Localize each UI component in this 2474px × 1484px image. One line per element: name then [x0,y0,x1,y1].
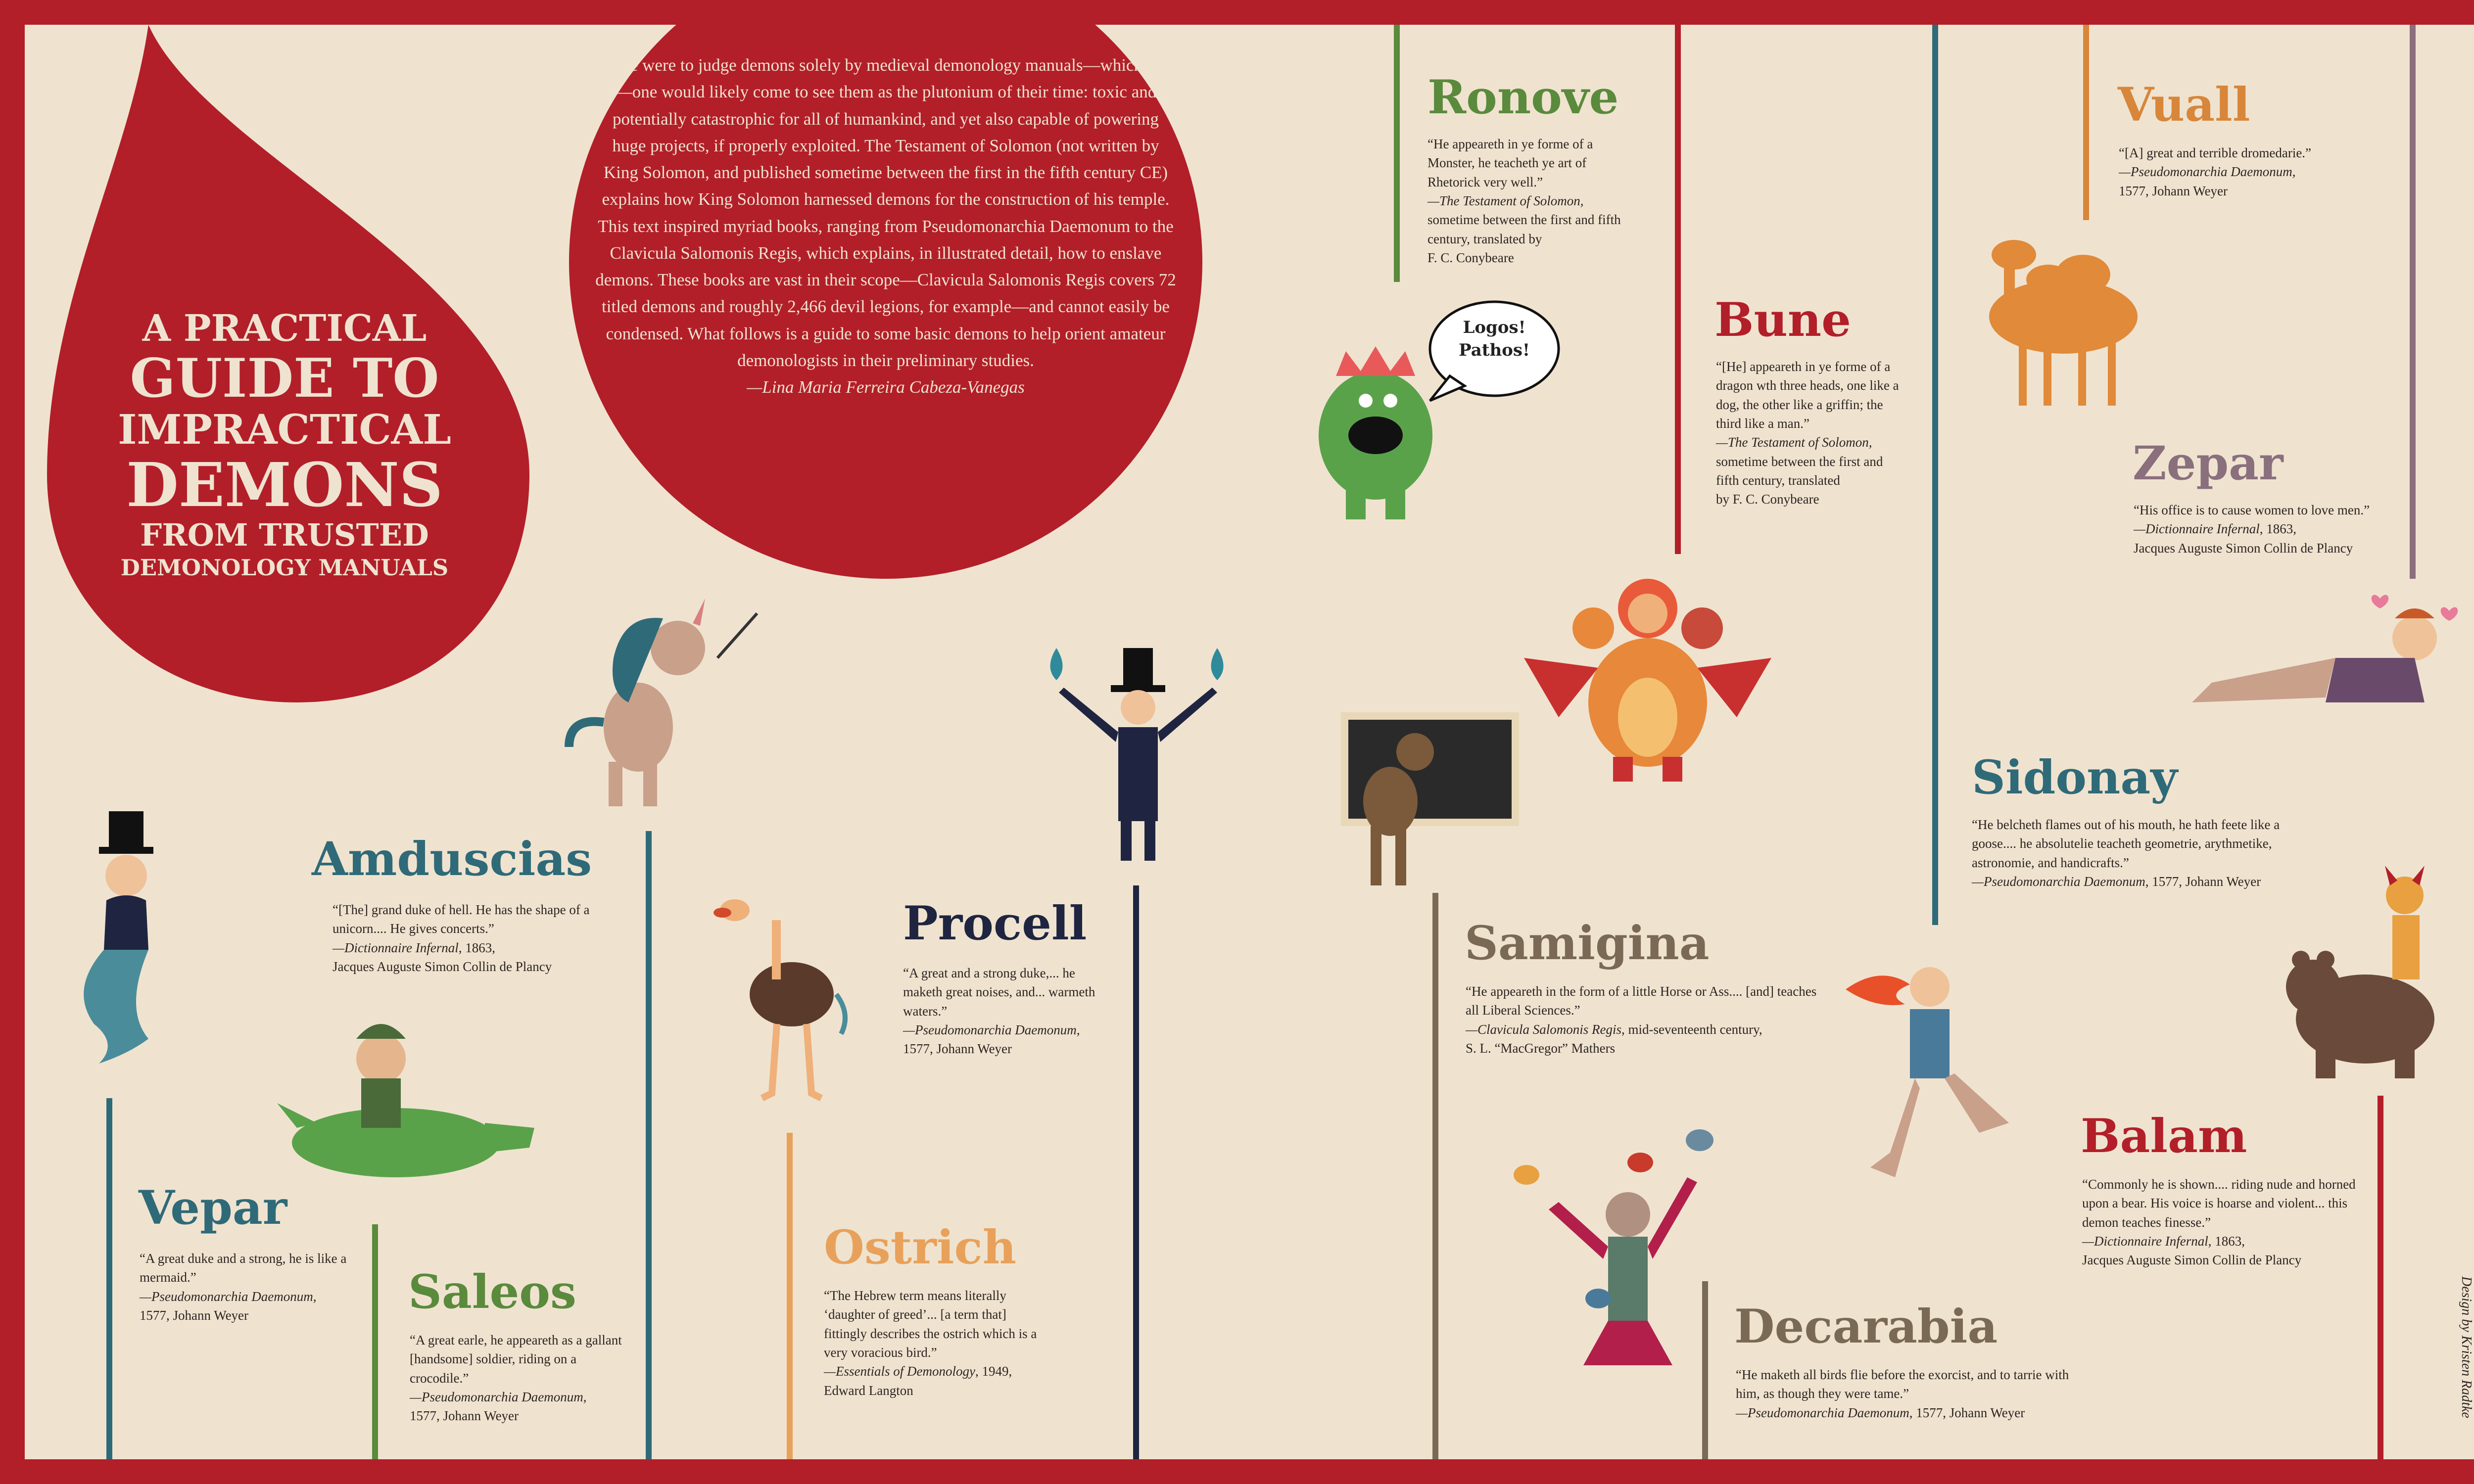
balam-bear-illustration [2286,866,2434,1078]
source-zepar: —Dictionnaire Infernal [2134,521,2260,537]
source-line-amduscias [333,940,495,955]
quote-ronove: “He appeareth in ye forme of a Monster, he teacheth ye art of Rhetorick very well.” [1427,137,1593,189]
zepar-lounging-illustration [2192,595,2458,702]
quote-vepar: “A great duke and a strong, he is like a mermaid.” [140,1251,347,1285]
vuall-camel-illustration [1989,240,2138,406]
demon-desc-zepar [2134,501,2411,557]
demon-name-ronove: Ronove [1427,70,1619,125]
design-credit: Design by Kristen Radtke [2459,1276,2474,1418]
ostrich-illustration [714,899,845,1098]
year-amduscias: , 1863, [458,940,495,955]
speech-line-2: Pathos! [1459,340,1530,360]
demon-desc-ostrich [824,1286,1051,1400]
quote-amduscias: “[The] grand duke of hell. He has the shape of a unicorn.... He gives concerts.” [333,902,590,936]
quote-vuall: “[A] great and terrible dromedarie.” [2119,145,2312,160]
author-samigina: S. L. “MacGregor” Mathers [1466,1040,1616,1056]
demon-desc-decarabia [1736,1365,2072,1422]
demon-name-amduscias: Amduscias [312,832,592,886]
demon-desc-procell [903,964,1116,1059]
author-ostrich: Edward Langton [824,1383,913,1398]
intro-author: —Lina Maria Ferreira Cabeza-Vanegas [747,377,1025,397]
intro-paragraph: If one were to judge demons solely by medieval demonology manuals—which I do—one would likely come to see them as the plutonium of their time: toxic and potentially catastrophic for all of humankind, and yet also capable of powering huge projects, if properly exploited. The Testament of Solomon (not written by King Solomon, and published sometime between the first in the fifth century CE) explains how King Solomon harnessed demons for the construction of his temple. This text inspired myriad books, ranging from Pseudomonarchia Daemonum to the Clavicula Salomonis Regis, which explains, in illustrated detail, how to enslave demons. These books are vast in their scope—Clavicula Salomonis Regis covers 72 titled demons and roughly 2,466 devil legions, for example—and cannot easily be condensed. What follows is a guide to some basic demons to help orient amateur demonologists in their preliminary studies. [595,55,1176,370]
source-line-balam [2082,1234,2245,1249]
source-ronove: —The Testament of Solomon, [1427,193,1584,208]
author-zepar: Jacques Auguste Simon Collin de Plancy [2134,540,2353,556]
year-ronove: sometime between the first and fifth century, translated by [1427,212,1621,246]
quote-balam: “Commonly he is shown.... riding nude and horned upon a bear. His voice is hoarse and violent... this demon teaches finesse.” [2082,1177,2356,1230]
source-procell: —Pseudomonarchia Daemonum, [903,1022,1080,1037]
author-ronove: F. C. Conybeare [1427,250,1514,265]
title-line-6: DEMONOLOGY MANUALS [120,554,449,581]
demon-desc-vepar [140,1249,347,1325]
title-line-2: GUIDE TO [130,347,439,410]
demon-desc-vuall [2119,143,2356,200]
source-samigina: —Clavicula Salomonis Regis [1466,1021,1621,1037]
year-procell: 1577, Johann Weyer [903,1041,1012,1057]
procell-illustration [1050,648,1224,861]
source-line-sidonay [1972,874,2261,889]
demon-name-sidonay: Sidonay [1972,750,2178,805]
demon-desc-bune [1716,357,1904,509]
source-amduscias: —Dictionnaire Infernal [333,940,459,955]
title-line-4: DEMONS [126,449,443,521]
bune-dragon-illustration [1524,579,1771,782]
source-decarabia: —Pseudomonarchia Daemonum [1736,1405,1909,1420]
quote-bune: “[He] appeareth in ye forme of a dragon wth three heads, one like a dog, the other like a griffin; the third like a man.” [1716,359,1899,431]
source-vepar: —Pseudomonarchia Daemonum, [140,1289,317,1304]
demon-desc-balam [2082,1175,2359,1270]
source-line-zepar [2134,521,2296,536]
demon-desc-ronove [1427,135,1640,267]
samigina-chalkboard-illustration [1341,712,1519,885]
demon-desc-amduscias [333,900,619,976]
demon-desc-samigina [1466,982,1827,1058]
year-zepar: , 1863, [2259,521,2296,537]
source-saleos: —Pseudomonarchia Daemonum, [410,1389,587,1404]
year-sidonay: , 1577, Johann Weyer [2145,874,2261,889]
demon-name-decarabia: Decarabia [1734,1299,1998,1354]
source-sidonay: —Pseudomonarchia Daemonum [1972,874,2145,889]
speech-bubble [1445,317,1544,362]
quote-procell: “A great and a strong duke,... he maketh great noises, and... warmeth waters.” [903,966,1095,1019]
year-bune: sometime between the first and fifth century, translated [1716,454,1883,488]
year-balam: , 1863, [2208,1233,2245,1249]
saleos-crocodile-illustration [277,1024,534,1177]
demon-name-bune: Bune [1714,293,1851,347]
source-vuall: —Pseudomonarchia Daemonum, [2119,164,2296,180]
demon-desc-sidonay [1972,815,2318,891]
source-line-samigina [1466,1022,1762,1037]
source-ostrich: —Essentials of Demonology [824,1364,975,1379]
year-vuall: 1577, Johann Weyer [2119,183,2228,198]
demon-name-zepar: Zepar [2133,436,2284,491]
author-amduscias: Jacques Auguste Simon Collin de Plancy [333,959,552,974]
year-ostrich: , 1949, [975,1364,1012,1379]
demon-name-samigina: Samigina [1465,916,1710,971]
quote-saleos: “A great earle, he appeareth as a gallant [handsome] soldier, riding on a crocodile.” [410,1333,622,1386]
author-bune: by F. C. Conybeare [1716,492,1819,507]
demon-name-saleos: Saleos [408,1265,576,1319]
demon-desc-saleos [410,1331,622,1426]
quote-ostrich: “The Hebrew term means literally ‘daughter of greed’... [a term that] fittingly describes the ostrich which is a very voracious bird.” [824,1288,1037,1360]
year-saleos: 1577, Johann Weyer [410,1408,519,1424]
title-line-1: A PRACTICAL [142,307,427,350]
demon-name-vepar: Vepar [139,1181,287,1235]
source-bune: —The Testament of Solomon, [1716,435,1872,450]
quote-samigina: “He appeareth in the form of a little Horse or Ass.... [and] teaches all Liberal Sciences.” [1466,984,1817,1018]
speech-line-1: Logos! [1463,318,1526,337]
quote-sidonay: “He belcheth flames out of his mouth, he hath feete like a goose.... he absolutelie teacheth geometrie, arythmetike, astronomie, and handicrafts.” [1972,817,2280,870]
ronove-monster-illustration [1319,346,1432,519]
decarabia-illustration [1514,1129,1713,1365]
demon-name-vuall: Vuall [2118,78,2250,132]
demon-name-procell: Procell [903,896,1087,951]
quote-decarabia: “He maketh all birds flie before the exorcist, and to tarrie with him, as though they were tame.” [1736,1367,2069,1401]
year-vepar: 1577, Johann Weyer [140,1307,249,1323]
source-balam: —Dictionnaire Infernal [2082,1233,2208,1249]
source-line-decarabia [1736,1405,2025,1420]
title-line-5: FROM TRUSTED [140,516,429,553]
quote-zepar: “His office is to cause women to love men.” [2134,503,2370,517]
author-balam: Jacques Auguste Simon Collin de Plancy [2082,1252,2302,1268]
vepar-mermaid-illustration [84,811,153,1064]
year-decarabia: , 1577, Johann Weyer [1909,1405,2025,1420]
title-line-3: IMPRACTICAL [118,406,451,454]
amduscias-unicorn-illustration [569,599,757,806]
source-line-ostrich [824,1364,1012,1379]
demon-name-ostrich: Ostrich [824,1220,1017,1275]
year-samigina: , mid-seventeenth century, [1621,1021,1762,1037]
sidonay-fire-illustration [1846,967,2009,1177]
demon-name-balam: Balam [2081,1109,2247,1163]
